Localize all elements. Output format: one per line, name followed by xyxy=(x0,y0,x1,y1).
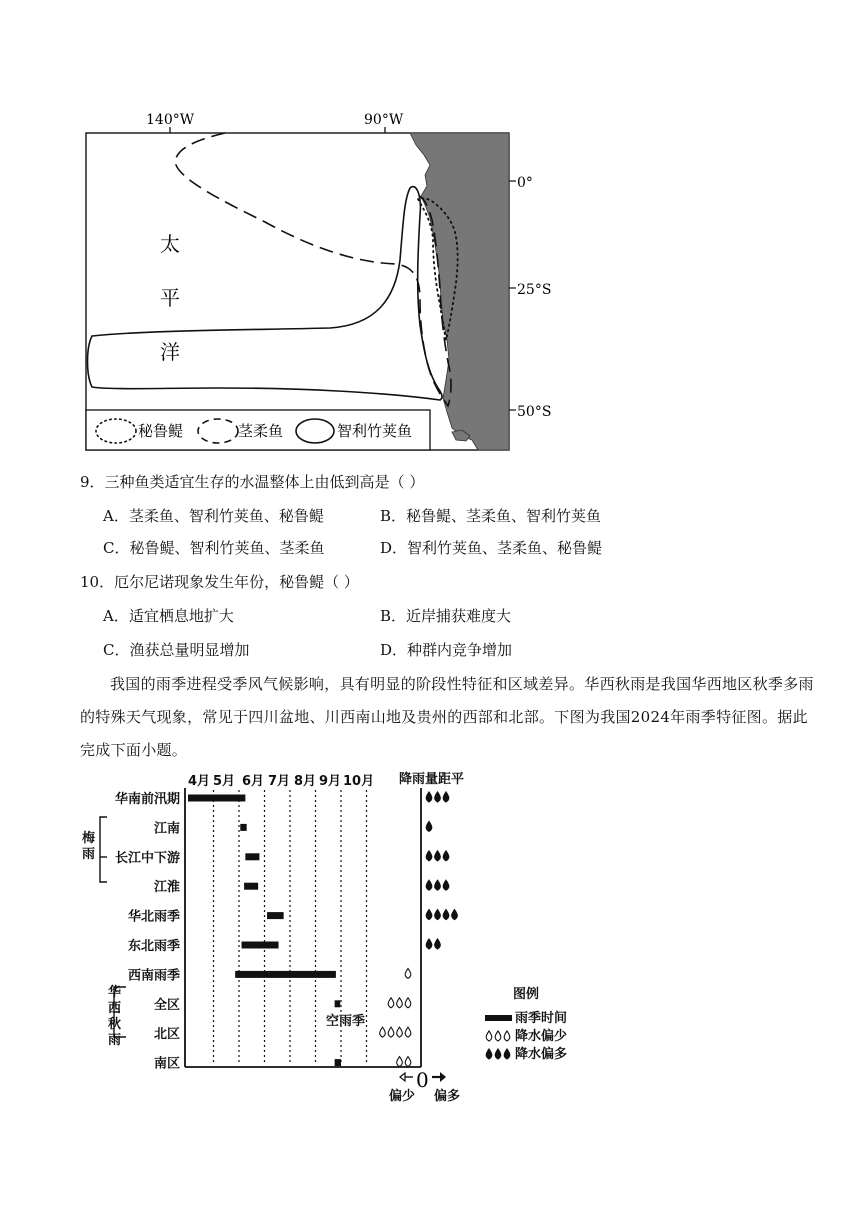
anomaly-header: 降雨量距平 xyxy=(399,772,465,787)
legend-drop-more-icon xyxy=(504,1049,510,1059)
chart-legend-title: 图例 xyxy=(513,987,540,1002)
legend-drop-less-icon xyxy=(495,1031,501,1041)
drop-more-icon xyxy=(443,910,449,920)
rain-season-bar xyxy=(242,942,279,949)
row-label: 江南 xyxy=(153,821,180,837)
row-label: 华南前汛期 xyxy=(114,792,180,807)
legend-rain-season-time: 雨季时间 xyxy=(515,1011,568,1026)
axis-zero-label: 0 xyxy=(416,1068,429,1092)
rain-season-bar xyxy=(188,795,245,802)
ocean-label-3: 洋 xyxy=(160,340,180,364)
legend-jack-mackerel: 智利竹荚鱼 xyxy=(337,422,413,440)
lat-label-0: 0° xyxy=(517,175,533,191)
rain-season-bar xyxy=(244,883,258,890)
legend-more-rain: 降水偏多 xyxy=(515,1047,568,1062)
lat-label-25s: 25°S xyxy=(517,282,552,298)
drop-less-icon xyxy=(397,1057,403,1067)
row-label: 南区 xyxy=(153,1056,180,1072)
drop-less-icon xyxy=(397,1027,403,1037)
drop-more-icon xyxy=(435,851,441,861)
rain-season-bar xyxy=(267,912,284,919)
drop-more-icon xyxy=(443,880,449,890)
month-label-oct: 10月 xyxy=(343,774,375,789)
axis-less-label: 偏少 xyxy=(389,1089,416,1104)
drop-more-icon xyxy=(435,880,441,890)
jumbo-squid-range xyxy=(176,133,451,406)
legend-less-rain: 降水偏少 xyxy=(515,1029,568,1044)
month-label-may: 5月 xyxy=(213,774,236,789)
drop-less-icon xyxy=(405,1027,411,1037)
rain-season-bar xyxy=(235,971,336,978)
south-america-land xyxy=(410,133,509,450)
legend-drop-more-icon xyxy=(486,1049,492,1059)
drop-more-icon xyxy=(426,880,432,890)
drop-less-icon xyxy=(388,1027,394,1037)
rain-season-bar xyxy=(245,853,259,860)
legend-bar-symbol xyxy=(485,1015,512,1021)
rainy-season-chart xyxy=(0,760,860,1105)
group-label-huaxi: 华西秋雨 xyxy=(108,985,122,1048)
rain-season-bar xyxy=(335,1059,341,1066)
drop-more-icon xyxy=(443,851,449,861)
month-label-jul: 7月 xyxy=(268,774,291,789)
question-9-option-b[interactable]: B．秘鲁鳀、茎柔鱼、智利竹荚鱼 xyxy=(380,507,602,525)
row-label: 东北雨季 xyxy=(127,939,180,954)
drop-less-icon xyxy=(380,1027,386,1037)
ocean-label-2: 平 xyxy=(160,286,180,310)
rain-season-bar xyxy=(240,824,246,831)
legend-peruvian-anchoveta: 秘鲁鳀 xyxy=(138,422,184,440)
question-10-option-a[interactable]: A．适宜栖息地扩大 xyxy=(103,607,234,625)
passage-paragraph: 我国的雨季进程受季风气候影响，具有明显的阶段性特征和区域差异。华西秋雨是我国华西地区秋季多雨的特殊天气现象，常见于四川盆地、川西南山地及贵州的西部和北部。下图为我国2024年雨季特征图。据此完成下面小题。 xyxy=(80,675,814,759)
jack-mackerel-range xyxy=(88,187,443,400)
drop-less-icon xyxy=(405,1057,411,1067)
drop-less-icon xyxy=(388,998,394,1008)
row-label: 华北雨季 xyxy=(127,909,180,925)
drop-more-icon xyxy=(426,910,432,920)
drop-less-icon xyxy=(405,998,411,1008)
question-10-stem: 10．厄尔尼诺现象发生年份，秘鲁鳀（ ） xyxy=(80,573,359,591)
question-10-option-d[interactable]: D．种群内竞争增加 xyxy=(380,641,513,659)
question-9-option-c[interactable]: C．秘鲁鳀、智利竹荚鱼、茎柔鱼 xyxy=(103,539,325,557)
group-label-meiyu: 梅雨 xyxy=(82,831,96,862)
month-label-apr: 4月 xyxy=(188,774,211,789)
drop-more-icon xyxy=(435,910,441,920)
fish-distribution-map xyxy=(0,0,860,460)
row-label: 西南雨季 xyxy=(127,968,180,984)
drop-less-icon xyxy=(397,998,403,1008)
drop-more-icon xyxy=(426,851,432,861)
drop-more-icon xyxy=(426,939,432,949)
question-10-option-b[interactable]: B．近岸捕获难度大 xyxy=(380,607,512,625)
drop-more-icon xyxy=(435,939,441,949)
row-label: 长江中下游 xyxy=(114,850,180,866)
drop-more-icon xyxy=(435,792,441,802)
row-label: 江淮 xyxy=(153,880,180,896)
drop-more-icon xyxy=(426,792,432,802)
legend-jumbo-squid: 茎柔鱼 xyxy=(238,422,284,440)
month-label-sep: 9月 xyxy=(319,774,342,789)
row-label: 全区 xyxy=(153,997,180,1013)
lat-label-50s: 50°S xyxy=(517,404,552,420)
question-9-option-a[interactable]: A．茎柔鱼、智利竹荚鱼、秘鲁鳀 xyxy=(103,507,324,525)
question-10-option-c[interactable]: C．渔获总量明显增加 xyxy=(103,641,250,659)
drop-less-icon xyxy=(405,968,411,978)
rain-season-bar xyxy=(335,1000,341,1007)
drop-more-icon xyxy=(443,792,449,802)
legend-drop-more-icon xyxy=(495,1049,501,1059)
lon-label-90w: 90°W xyxy=(364,112,404,128)
empty-season-label: 空雨季 xyxy=(326,1014,366,1029)
axis-more-label: 偏多 xyxy=(434,1089,461,1104)
question-9-stem: 9．三种鱼类适宜生存的水温整体上由低到高是（ ） xyxy=(80,473,425,491)
question-9-option-d[interactable]: D．智利竹荚鱼、茎柔鱼、秘鲁鳀 xyxy=(380,539,603,557)
drop-more-icon xyxy=(426,821,432,831)
month-label-jun: 6月 xyxy=(242,774,265,789)
drop-more-icon xyxy=(452,910,458,920)
row-label: 北区 xyxy=(153,1027,180,1043)
lon-label-140w: 140°W xyxy=(146,112,195,128)
ocean-label-1: 太 xyxy=(160,232,180,256)
legend-drop-less-icon xyxy=(486,1031,492,1041)
month-label-aug: 8月 xyxy=(294,774,317,789)
legend-drop-less-icon xyxy=(504,1031,510,1041)
